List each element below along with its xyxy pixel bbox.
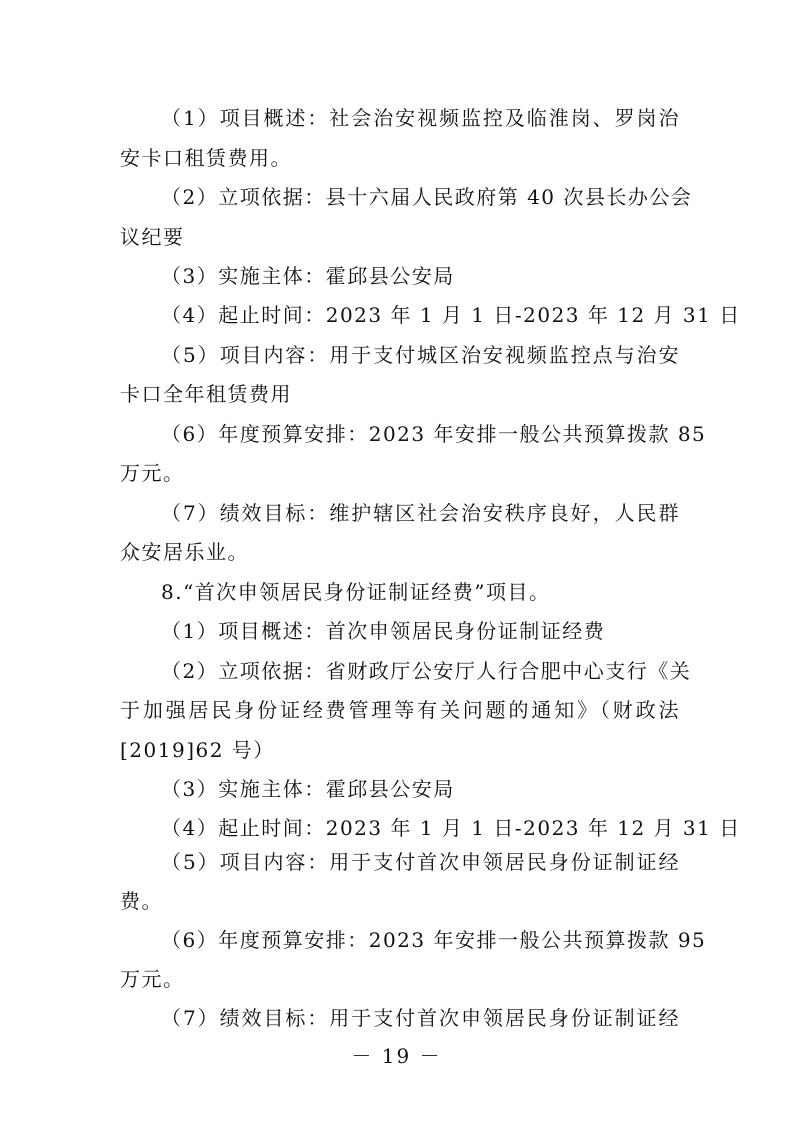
text-line: （3）实施主体：霍邱县公安局 bbox=[161, 777, 455, 801]
text-line: （1）项目概述：首次申领居民身份证制证经费 bbox=[161, 619, 606, 643]
text-line: （6）年度预算安排：2023 年安排一般公共预算拨款 85 bbox=[161, 422, 707, 446]
text-line: 万元。 bbox=[120, 461, 185, 485]
text-line: （7）绩效目标：用于支付首次申领居民身份证制证经 bbox=[161, 1006, 680, 1030]
text-line: （4）起止时间：2023 年 1 月 1 日-2023 年 12 月 31 日 bbox=[161, 816, 741, 840]
text-line: （6）年度预算安排：2023 年安排一般公共预算拨款 95 bbox=[161, 928, 707, 952]
section-heading: 8.“首次申领居民身份证制证经费”项目。 bbox=[161, 580, 551, 604]
text-line: （7）绩效目标：维护辖区社会治安秩序良好，人民群 bbox=[161, 501, 680, 525]
text-line: 万元。 bbox=[120, 967, 185, 991]
page-number: － 19 － bbox=[351, 1044, 442, 1068]
text-line: 费。 bbox=[120, 889, 163, 913]
text-line: 议纪要 bbox=[120, 225, 185, 249]
text-line: （4）起止时间：2023 年 1 月 1 日-2023 年 12 月 31 日 bbox=[161, 303, 741, 327]
text-line: （3）实施主体：霍邱县公安局 bbox=[161, 264, 455, 288]
text-line: 众安居乐业。 bbox=[120, 540, 249, 564]
text-line: 卡口全年租赁费用 bbox=[120, 382, 292, 406]
text-line: 安卡口租赁费用。 bbox=[120, 146, 292, 170]
text-line: [2019]62 号） bbox=[120, 738, 275, 762]
text-line: （5）项目内容：用于支付城区治安视频监控点与治安 bbox=[161, 343, 680, 367]
text-line: （1）项目概述：社会治安视频监控及临淮岗、罗岗治 bbox=[161, 106, 680, 130]
text-line: （5）项目内容：用于支付首次申领居民身份证制证经 bbox=[161, 850, 680, 874]
text-line: （2）立项依据：县十六届人民政府第 40 次县长办公会 bbox=[161, 185, 693, 209]
text-line: 于加强居民身份证经费管理等有关问题的通知》（财政法 bbox=[120, 698, 680, 722]
text-line: （2）立项依据：省财政厅公安厅人行合肥中心支行《关 bbox=[161, 659, 692, 683]
